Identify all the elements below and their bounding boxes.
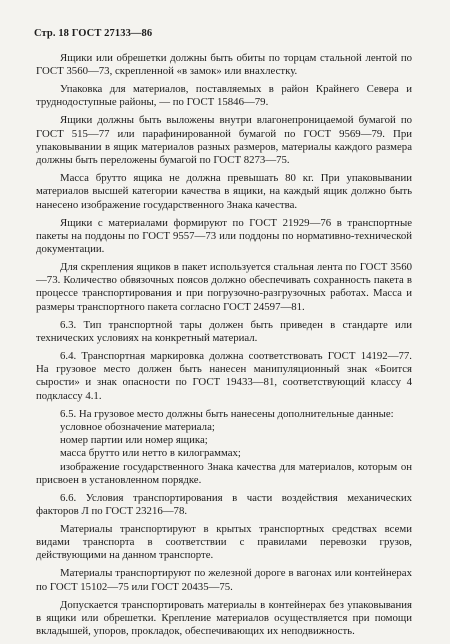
paragraph-covered-transport: Материалы транспортируют в крытых транспортных средствах всеми видами транспорта в соответствии с правилами перевозки грузов, действующими на данном транспорте.	[36, 522, 412, 562]
paragraph-transport-packs: Ящики с материалами формируют по ГОСТ 21929—76 в транспортные пакеты на поддоны по ГОСТ 9557—73 или поддоны по нормативно-технической документации.	[36, 216, 412, 255]
paragraph-far-north-packing: Упаковка для материалов, поставляемых в район Крайнего Севера и труднодоступные районы, — по ГОСТ 15846—79.	[36, 83, 412, 109]
paragraph-gross-mass: Масса брутто ящика не должна превышать 80 кг. При упаковывании материалов высшей категории качества в ящики, на каждый ящик должно быть нанесено изображение государственного Знака качества.	[36, 172, 412, 211]
page-header: Стр. 18 ГОСТ 27133—86	[34, 28, 153, 39]
paragraph-6-6: 6.6. Условия транспортирования в части воздействия механических факторов Л по ГОСТ 23216—78.	[36, 491, 412, 517]
list-item: условное обозначение материала;	[60, 420, 215, 433]
list-item: масса брутто или нетто в килограммах;	[60, 447, 241, 460]
paragraph-box-lining: Ящики должны быть выложены внутри влагонепроницаемой бумагой по ГОСТ 515—77 или парафинированной бумагой по ГОСТ 9569—79. При упаковывании в ящик материалов разных размеров, материалы каждого размера должны быть переложены бумагой по ГОСТ 8273—75.	[36, 114, 412, 167]
list-item: изображение государственного Знака качества для материалов, которым он присвоен в установленном порядке.	[36, 460, 412, 486]
paragraph-pack-fastening: Для скрепления ящиков в пакет используется стальная лента по ГОСТ 3560—73. Количество обвязочных поясов должно обеспечивать сохранность пакета в процессе транспортирования и при погрузочно-разгрузочных работах. Масса и размеры транспортного пакета согласно ГОСТ 24597—81.	[36, 260, 412, 313]
paragraph-6-3: 6.3. Тип транспортной тары должен быть приведен в стандарте или технических условиях на конкретный материал.	[36, 318, 412, 344]
paragraph-box-binding: Ящики или обрешетки должны быть обиты по торцам стальной лентой по ГОСТ 3560—73, скрепленной «в замок» или внахлестку.	[36, 52, 412, 78]
paragraph-container-transport: Допускается транспортировать материалы в контейнерах без упаковывания в ящики или обрешетки. Крепление материалов осуществляется при помощи вкладышей, упоров, прокладок, обеспечивающих их неподвижность.	[36, 598, 412, 637]
paragraph-railway-transport: Материалы транспортируют по железной дороге в вагонах или контейнерах по ГОСТ 15102—75 или ГОСТ 20435—75.	[36, 567, 412, 593]
document-body	[36, 52, 412, 643]
list-item: номер партии или номер ящика;	[60, 434, 208, 446]
paragraph-6-5: 6.5. На грузовое место должны быть нанесены дополнительные данные:	[60, 407, 394, 420]
paragraph-6-4: 6.4. Транспортная маркировка должна соответствовать ГОСТ 14192—77. На грузовое место должен быть нанесен манипуляционный знак «Боится сырости» и знак опасности по ГОСТ 19433—81, соответствующий классу 4 подклассу 4.1.	[36, 349, 412, 402]
